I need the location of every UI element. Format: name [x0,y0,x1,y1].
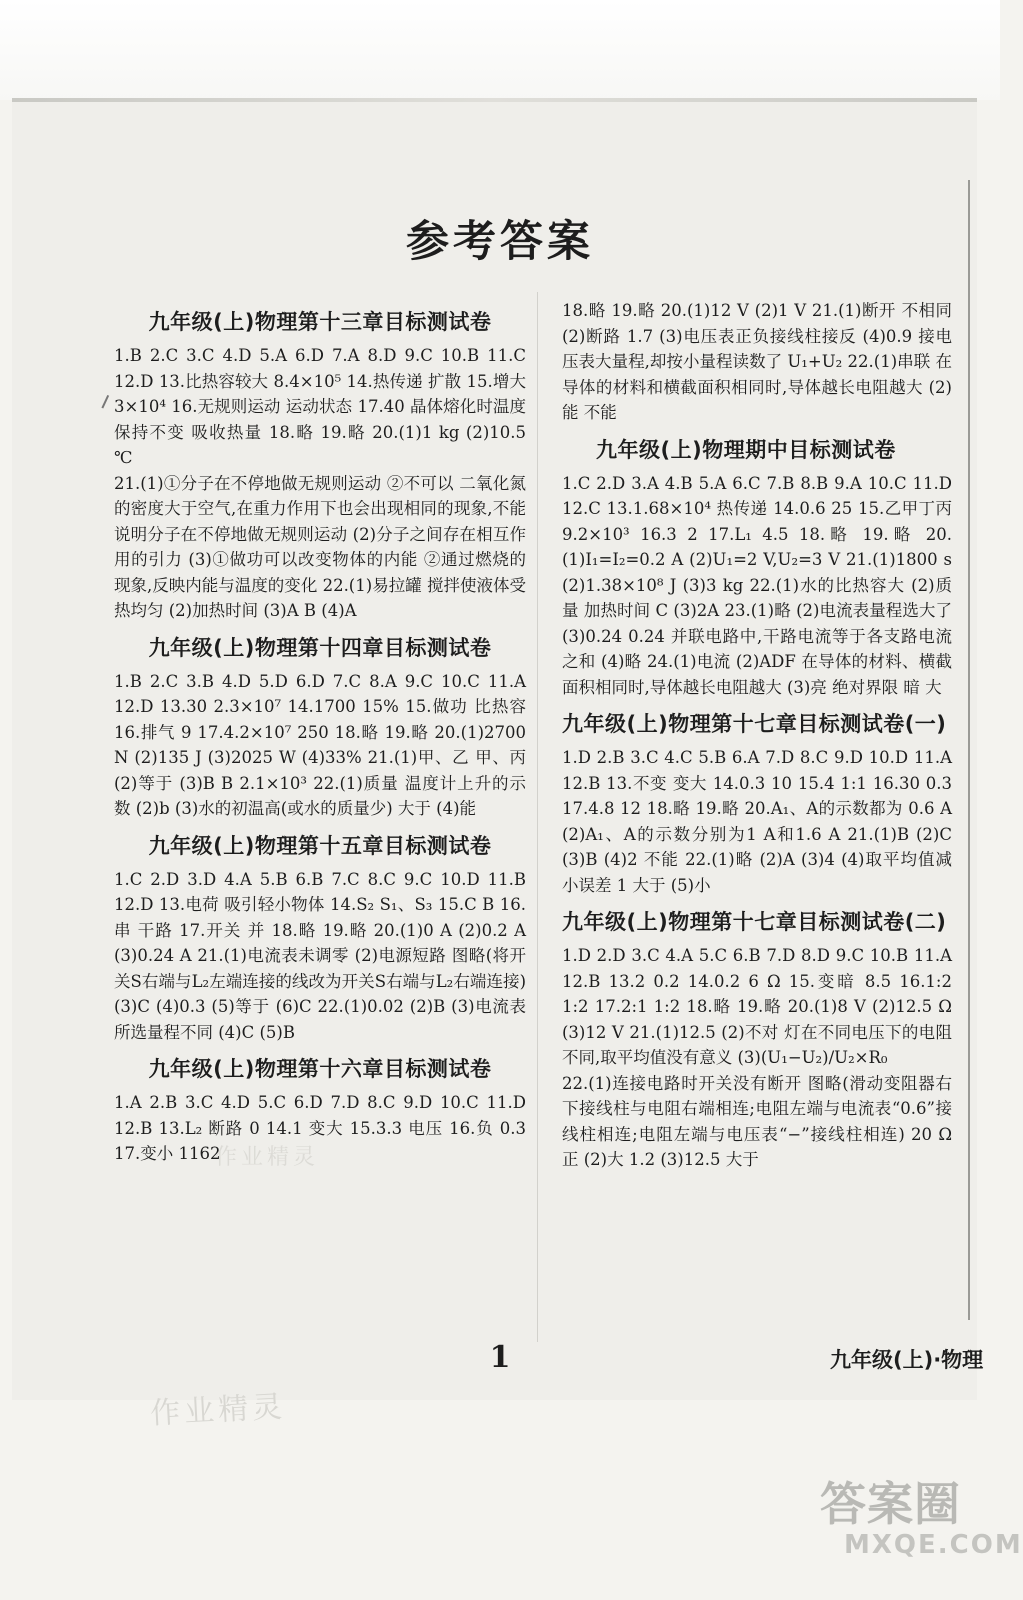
column-divider [537,292,538,1342]
footer-label: 九年级(上)·物理 [830,1348,984,1372]
section-ch17-1 [562,709,952,898]
section-title: 九年级(上)物理第十五章目标测试卷 [148,833,492,858]
page-top-margin [0,0,1000,100]
answer-paragraph: 1.D 2.D 3.C 4.A 5.C 6.B 7.D 8.D 9.C 10.B 11.A 12.B 13.2 0.2 14.0.2 6 Ω 15.变暗 8.5 16.1:2 1:2 17.2:1 1:2 18.略 19.略 20.(1)8 V (2)12.5 Ω (3)12 V 21.(1)12.5 (2)不对 灯在不同电压下的电阻不同,取平均值没有意义 (3)(U₁−U₂)/U₂×R₀ [562,946,952,1067]
section-title: 九年级(上)物理第十七章目标测试卷(二) [562,910,947,934]
answer-paragraph: 1.C 2.D 3.D 4.A 5.B 6.B 7.C 8.C 9.C 10.D 11.B 12.D 13.电荷 吸引轻小物体 14.S₂ S₁、S₃ 15.C B 16.串 干路 17.开关 并 18.略 19.略 20.(1)0 A (2)0.2 A (3)0.24 A 21.(1)电流表未调零 (2)电源短路 图略(将开关S右端与L₂左端连接的线改为开关S右端与L₂右端连接) (3)C (4)0.3 (5)等于 (6)C 22.(1)0.02 (2)B (3)电流表所选量程不同 (4)C (5)B [114,869,526,1042]
section-ch16 [114,1054,526,1167]
section-title: 九年级(上)物理第十七章目标测试卷(一) [562,712,947,736]
logo-text-cn: 答案圈 [820,1477,961,1531]
answer-paragraph: 1.C 2.D 3.A 4.B 5.A 6.C 7.B 8.B 9.A 10.C 11.D 12.C 13.1.68×10⁴ 热传递 14.0.6 25 15.乙甲丁丙 9.2×10³ 16.3 2 17.L₁ 4.5 18.略 19.略 20.(1)I₁=I₂=0.2 A (2)U₁=2 V,U₂=3 V 21.(1)1800 s (2)1.38×10⁸ J (3)3 kg 22.(1)水的比热容大 (2)质量 加热时间 C (3)2A 23.(1)略 (2)电流表量程选大了 (3)0.24 0.24 并联电路中,干路电流等于各支路电流之和 (4)略 24.(1)电流 (2)ADF 在导体的材料、横截面积相同时,导体越长电阻越大 (3)亮 绝对界限 暗 大 [562,473,952,697]
right-column [562,298,952,1173]
answer-paragraph: 21.(1)①分子在不停地做无规则运动 ②不可以 二氧化氮的密度大于空气,在重力作用下也会出现相同的现象,不能说明分子在不停地做无规则运动 (2)分子之间存在相互作用的引力 (3)①做功可以改变物体的内能 ②通过燃烧的现象,反映内能与温度的变化 22.(1)易拉罐 搅拌使液体受热均匀 (2)加热时间 (3)A B (4)A [114,473,526,620]
section-ch16-continued [562,298,952,426]
right-margin-rule [968,180,970,1320]
answer-paragraph: 1.B 2.C 3.C 4.D 5.A 6.D 7.A 8.D 9.C 10.B 11.C 12.D 13.比热容较大 8.4×10⁵ 14.热传递 扩散 15.增大 3×10⁴ 16.无规则运动 运动状态 17.40 晶体熔化时温度保持不变 吸收热量 18.略 19.略 20.(1)1 kg (2)10.5 ℃ [114,346,526,467]
section-ch14 [114,633,526,822]
answer-paragraph: 22.(1)连接电路时开关没有断开 图略(滑动变阻器右下接线柱与电阻右端相连;电阻左端与电流表“0.6”接线柱相连;电阻左端与电压表“−”接线柱相连) 20 Ω 正 (2)大 1.2 (3)12.5 大于 [562,1073,952,1169]
section-title: 九年级(上)物理期中目标测试卷 [596,437,896,462]
section-title: 九年级(上)物理第十六章目标测试卷 [148,1057,492,1081]
answer-paragraph: 1.A 2.B 3.C 4.D 5.C 6.D 7.D 8.C 9.D 10.C 11.D 12.B 13.L₂ 断路 0 14.1 变大 15.3.3 电压 16.负 0.3 17.变小 1162 [114,1093,526,1163]
answer-paragraph: 1.D 2.B 3.C 4.C 5.B 6.A 7.D 8.C 9.D 10.D 11.A 12.B 13.不变 变大 14.0.3 10 15.4 1:1 16.30 0.3 17.4.8 12 18.略 19.略 20.A₁、A的示数都为 0.6 A (2)A₁、A的示数分别为1 A和1.6 A 21.(1)B (2)C (3)B (4)2 不能 22.(1)略 (2)A (3)4 (4)取平均值减小误差 1 大于 (5)小 [562,748,952,895]
page-number: 1 [489,1340,511,1375]
section-ch15 [114,831,526,1046]
scan-edge [12,98,977,102]
logo-text-en: MXQE.COM [844,1530,1023,1560]
answer-paragraph: 1.B 2.C 3.B 4.D 5.D 6.D 7.C 8.A 9.C 10.C 11.A 12.D 13.30 2.3×10⁷ 14.1700 15% 15.做功 比热容 16.排气 9 17.4.2×10⁷ 250 18.略 19.略 20.(1)2700 N (2)135 J (3)2025 W (4)33% 21.(1)甲、乙 甲、丙 (2)等于 (3)B B 2.1×10³ 22.(1)质量 温度计上升的示数 (2)b (3)水的初温高(或水的质量少) 大于 (4)能 [114,671,526,818]
section-ch17-2 [562,907,952,1173]
section-title: 九年级(上)物理第十三章目标测试卷 [148,310,492,334]
site-logo [820,1477,1023,1570]
watermark-mid: 作业精灵 [215,1145,320,1170]
section-midterm [562,435,952,701]
page-title: 参考答案 [406,217,594,267]
section-ch13 [114,307,526,624]
left-column [114,298,526,1167]
answer-paragraph: 18.略 19.略 20.(1)12 V (2)1 V 21.(1)断开 不相同 (2)断路 1.7 (3)电压表正负接线柱接反 (4)0.9 接电压表大量程,却按小量程读数了 U₁+U₂ 22.(1)串联 在导体的材料和横截面积相同时,导体越长电阻越大 (2)能 不能 [562,301,952,422]
watermark-stamp: 作业精灵 [149,1389,288,1432]
section-title: 九年级(上)物理第十四章目标测试卷 [148,635,492,660]
